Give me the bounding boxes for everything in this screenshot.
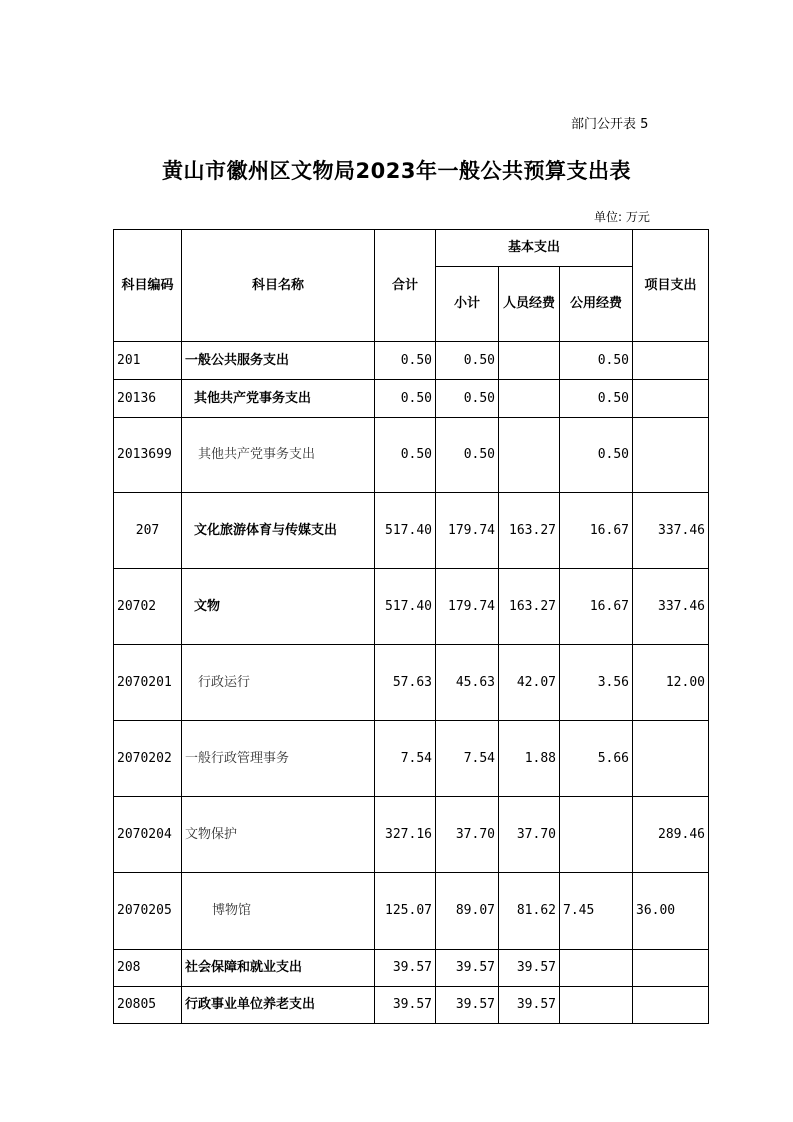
row-project xyxy=(633,987,709,1024)
row-subtotal: 45.63 xyxy=(436,645,499,721)
row-personnel: 37.70 xyxy=(499,797,560,873)
row-code: 2013699 xyxy=(114,418,182,493)
table-row xyxy=(114,873,709,950)
row-project xyxy=(633,950,709,987)
row-project: 36.00 xyxy=(633,873,709,950)
row-name: 社会保障和就业支出 xyxy=(182,950,375,987)
row-total: 0.50 xyxy=(375,380,436,418)
row-total: 57.63 xyxy=(375,645,436,721)
row-total: 327.16 xyxy=(375,797,436,873)
row-code: 2070202 xyxy=(114,721,182,797)
row-public: 7.45 xyxy=(560,873,633,950)
header-project: 项目支出 xyxy=(633,230,709,342)
row-total: 125.07 xyxy=(375,873,436,950)
row-project xyxy=(633,380,709,418)
table-row xyxy=(114,645,709,721)
header-personnel: 人员经费 xyxy=(499,267,560,342)
row-code: 201 xyxy=(114,342,182,380)
row-total: 39.57 xyxy=(375,987,436,1024)
header-basic: 基本支出 xyxy=(436,230,633,267)
row-code: 20805 xyxy=(114,987,182,1024)
row-total: 0.50 xyxy=(375,418,436,493)
row-public: 0.50 xyxy=(560,380,633,418)
row-name: 博物馆 xyxy=(182,873,375,950)
row-public: 5.66 xyxy=(560,721,633,797)
row-project: 12.00 xyxy=(633,645,709,721)
row-subtotal: 0.50 xyxy=(436,380,499,418)
row-name: 文物 xyxy=(182,569,375,645)
row-subtotal: 7.54 xyxy=(436,721,499,797)
row-code: 20136 xyxy=(114,380,182,418)
page-title: 黄山市徽州区文物局2023年一般公共预算支出表 xyxy=(162,159,631,183)
row-code: 207 xyxy=(114,493,182,569)
row-total: 517.40 xyxy=(375,493,436,569)
row-personnel: 39.57 xyxy=(499,987,560,1024)
row-project xyxy=(633,418,709,493)
row-project: 337.46 xyxy=(633,493,709,569)
row-total: 7.54 xyxy=(375,721,436,797)
row-total: 0.50 xyxy=(375,342,436,380)
row-code: 208 xyxy=(114,950,182,987)
row-name: 一般公共服务支出 xyxy=(182,342,375,380)
row-personnel xyxy=(499,418,560,493)
header-total: 合计 xyxy=(375,230,436,342)
row-total: 517.40 xyxy=(375,569,436,645)
row-code: 2070204 xyxy=(114,797,182,873)
row-total: 39.57 xyxy=(375,950,436,987)
header-subtotal: 小计 xyxy=(436,267,499,342)
row-name: 行政运行 xyxy=(182,645,375,721)
row-public: 16.67 xyxy=(560,569,633,645)
row-subtotal: 179.74 xyxy=(436,569,499,645)
row-code: 2070201 xyxy=(114,645,182,721)
row-personnel: 39.57 xyxy=(499,950,560,987)
row-personnel xyxy=(499,342,560,380)
table-row xyxy=(114,342,709,380)
row-subtotal: 0.50 xyxy=(436,418,499,493)
table-row xyxy=(114,987,709,1024)
row-subtotal: 89.07 xyxy=(436,873,499,950)
table-row xyxy=(114,380,709,418)
row-code: 20702 xyxy=(114,569,182,645)
row-name: 其他共产党事务支出 xyxy=(182,418,375,493)
row-name: 一般行政管理事务 xyxy=(182,721,375,797)
table-row xyxy=(114,950,709,987)
row-name: 文物保护 xyxy=(182,797,375,873)
row-personnel: 81.62 xyxy=(499,873,560,950)
table-row xyxy=(114,797,709,873)
unit-label: 单位: 万元 xyxy=(594,210,650,224)
budget-table xyxy=(113,229,709,1024)
row-code: 2070205 xyxy=(114,873,182,950)
row-personnel xyxy=(499,380,560,418)
row-personnel: 1.88 xyxy=(499,721,560,797)
row-name: 行政事业单位养老支出 xyxy=(182,987,375,1024)
row-subtotal: 179.74 xyxy=(436,493,499,569)
row-personnel: 42.07 xyxy=(499,645,560,721)
row-personnel: 163.27 xyxy=(499,569,560,645)
row-public: 16.67 xyxy=(560,493,633,569)
row-subtotal: 37.70 xyxy=(436,797,499,873)
row-subtotal: 39.57 xyxy=(436,950,499,987)
row-subtotal: 0.50 xyxy=(436,342,499,380)
row-project: 289.46 xyxy=(633,797,709,873)
table-label: 部门公开表 5 xyxy=(571,117,649,132)
header-name: 科目名称 xyxy=(182,230,375,342)
row-project xyxy=(633,721,709,797)
row-public: 3.56 xyxy=(560,645,633,721)
table-row xyxy=(114,569,709,645)
row-subtotal: 39.57 xyxy=(436,987,499,1024)
row-public: 0.50 xyxy=(560,342,633,380)
table-row xyxy=(114,721,709,797)
table-row xyxy=(114,418,709,493)
row-public xyxy=(560,950,633,987)
header-code: 科目编码 xyxy=(114,230,182,342)
row-project xyxy=(633,342,709,380)
table-row xyxy=(114,493,709,569)
row-personnel: 163.27 xyxy=(499,493,560,569)
row-public: 0.50 xyxy=(560,418,633,493)
row-project: 337.46 xyxy=(633,569,709,645)
header-public: 公用经费 xyxy=(560,267,633,342)
row-public xyxy=(560,987,633,1024)
row-name: 文化旅游体育与传媒支出 xyxy=(182,493,375,569)
row-name: 其他共产党事务支出 xyxy=(182,380,375,418)
row-public xyxy=(560,797,633,873)
